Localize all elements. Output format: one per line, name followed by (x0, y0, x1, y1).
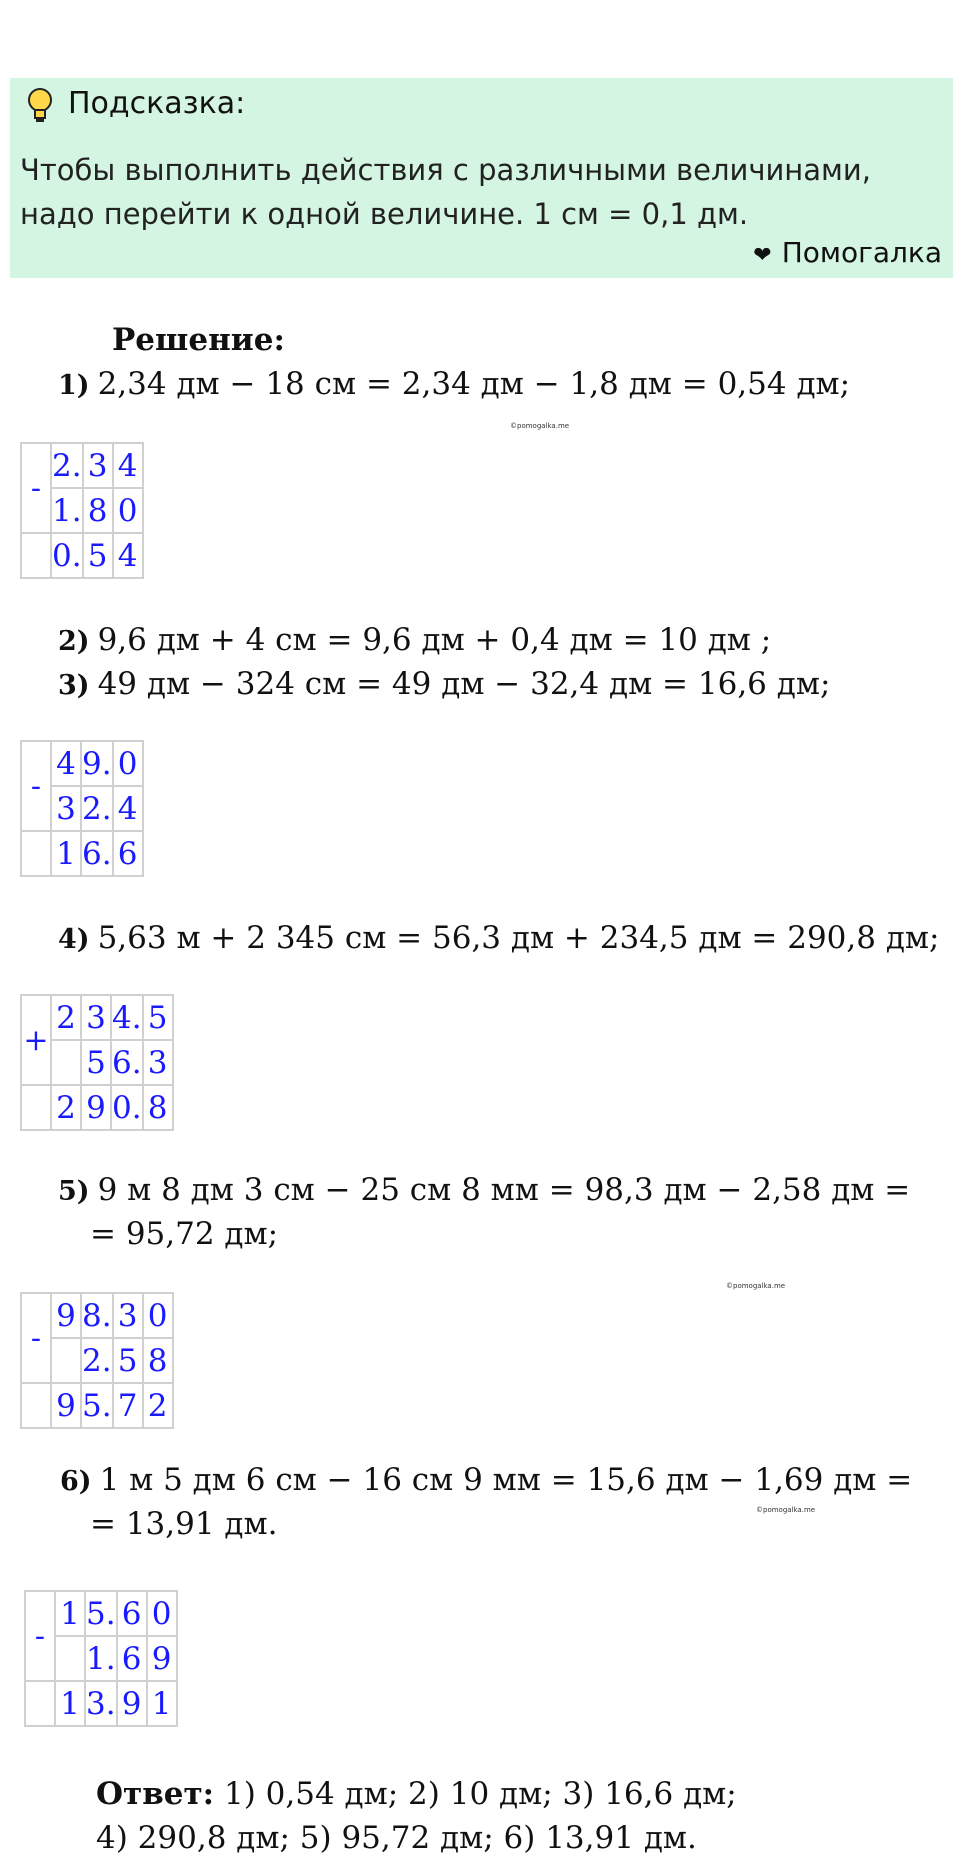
calc-cell (55, 1636, 85, 1681)
solution-line (58, 622, 771, 658)
solution-heading: Решение: (112, 322, 285, 358)
calc-cell: 5. (85, 1591, 117, 1636)
calc-blank (21, 831, 51, 876)
calc-cell: 6 (117, 1636, 147, 1681)
calc-cell: 9 (147, 1636, 177, 1681)
solution-line (58, 366, 850, 402)
calc-cell: 4. (111, 995, 143, 1040)
calc-table-2 (20, 740, 144, 877)
calc-cell: 9 (51, 1383, 81, 1428)
calc-cell: 1 (55, 1681, 85, 1726)
calc-cell: 4 (113, 533, 143, 578)
calc-cell: 2. (81, 1338, 113, 1383)
calc-cell: 6 (113, 831, 143, 876)
line-number: 6) (60, 1466, 92, 1497)
calc-cell: 5 (81, 1040, 111, 1085)
calc-blank (25, 1681, 55, 1726)
calc-cell: 3 (83, 443, 113, 488)
calc-cell: 3. (85, 1681, 117, 1726)
calc-cell: 0 (113, 488, 143, 533)
calc-cell: 0 (113, 741, 143, 786)
calc-cell: 1 (147, 1681, 177, 1726)
solution-line (60, 1462, 912, 1498)
solution-line (90, 1506, 277, 1542)
line-text: 9 м 8 дм 3 см − 25 см 8 мм = 98,3 дм − 2,58 дм = (97, 1172, 911, 1208)
calc-cell: 9 (81, 1085, 111, 1130)
calc-cell: 3 (143, 1040, 173, 1085)
solution-line (90, 1216, 278, 1252)
calc-operator: + (21, 995, 51, 1085)
calc-cell: 4 (113, 443, 143, 488)
answer-text: 1) 0,54 дм; 2) 10 дм; 3) 16,6 дм; (224, 1776, 737, 1812)
solution-line (58, 666, 830, 702)
watermark: ©pomogalka.me (756, 1506, 816, 1514)
answer-text: 4) 290,8 дм; 5) 95,72 дм; 6) 13,91 дм. (96, 1820, 697, 1856)
calc-cell: 8 (143, 1338, 173, 1383)
watermark: ©pomogalka.me (726, 1282, 786, 1290)
line-number: 1) (58, 370, 90, 401)
calc-cell: 5 (83, 533, 113, 578)
calc-table-1 (20, 442, 144, 579)
solution-line (58, 920, 939, 956)
answer-label: Ответ: (96, 1776, 215, 1812)
calc-cell: 7 (113, 1383, 143, 1428)
calc-operator: - (21, 1293, 51, 1383)
calc-cell: 2 (143, 1383, 173, 1428)
calc-cell: 1 (55, 1591, 85, 1636)
calc-cell: 8. (81, 1293, 113, 1338)
calc-cell: 2 (51, 995, 81, 1040)
calc-cell (51, 1040, 81, 1085)
calc-table-3 (20, 994, 174, 1131)
calc-cell: 9. (81, 741, 113, 786)
line-number: 4) (58, 924, 90, 955)
calc-operator: - (21, 443, 51, 533)
calc-cell: 8 (83, 488, 113, 533)
line-text: 2,34 дм − 18 см = 2,34 дм − 1,8 дм = 0,54 дм; (97, 366, 851, 402)
lightbulb-icon (24, 86, 56, 126)
watermark: ©pomogalka.me (510, 422, 570, 430)
hint-text: Чтобы выполнить действия с различными величинами, надо перейти к одной величине. 1 см = 0,1 дм. (20, 153, 871, 231)
calc-cell: 6. (111, 1040, 143, 1085)
calc-cell: 6. (81, 831, 113, 876)
calc-cell: 8 (143, 1085, 173, 1130)
calc-blank (21, 1383, 51, 1428)
calc-cell: 4 (113, 786, 143, 831)
solution-line (58, 1172, 910, 1208)
calc-cell: 5 (113, 1338, 143, 1383)
line-text: 1 м 5 дм 6 см − 16 см 9 мм = 15,6 дм − 1,69 дм = (99, 1462, 913, 1498)
calc-cell: 0. (51, 533, 83, 578)
calc-cell: 0 (147, 1591, 177, 1636)
calc-cell: 1 (51, 831, 81, 876)
calc-cell: 1. (85, 1636, 117, 1681)
calc-blank (21, 533, 51, 578)
calc-table-5 (24, 1590, 178, 1727)
calc-cell: 4 (51, 741, 81, 786)
line-text: 49 дм − 324 см = 49 дм − 32,4 дм = 16,6 дм; (97, 666, 831, 702)
calc-cell: 9 (117, 1681, 147, 1726)
calc-cell: 3 (51, 786, 81, 831)
calc-cell: 2 (51, 1085, 81, 1130)
line-text: = 13,91 дм. (90, 1506, 278, 1542)
calc-cell: 0 (143, 1293, 173, 1338)
line-text: 5,63 м + 2 345 см = 56,3 дм + 234,5 дм = 290,8 дм; (97, 920, 940, 956)
calc-cell: 0. (111, 1085, 143, 1130)
calc-cell: 1. (51, 488, 83, 533)
brand-name: Помогалка (781, 236, 942, 269)
calc-cell: 5. (81, 1383, 113, 1428)
calc-cell: 3 (81, 995, 111, 1040)
calc-operator: - (25, 1591, 55, 1681)
calc-table-4 (20, 1292, 174, 1429)
calc-cell: 2. (81, 786, 113, 831)
calc-cell (51, 1338, 81, 1383)
answer-line-2 (96, 1820, 697, 1856)
calc-blank (21, 1085, 51, 1130)
line-number: 2) (58, 626, 90, 657)
calc-cell: 9 (51, 1293, 81, 1338)
line-text: = 95,72 дм; (90, 1216, 279, 1252)
calc-cell: 5 (143, 995, 173, 1040)
calc-cell: 6 (117, 1591, 147, 1636)
heart-icon: ❤ (753, 243, 772, 268)
line-number: 3) (58, 670, 90, 701)
brand-label[interactable] (753, 236, 942, 269)
answer-line-1 (96, 1776, 737, 1812)
line-number: 5) (58, 1176, 90, 1207)
line-text: 9,6 дм + 4 см = 9,6 дм + 0,4 дм = 10 дм ; (97, 622, 772, 658)
calc-operator: - (21, 741, 51, 831)
calc-cell: 2. (51, 443, 83, 488)
hint-title: Подсказка: (68, 86, 246, 121)
calc-cell: 3 (113, 1293, 143, 1338)
